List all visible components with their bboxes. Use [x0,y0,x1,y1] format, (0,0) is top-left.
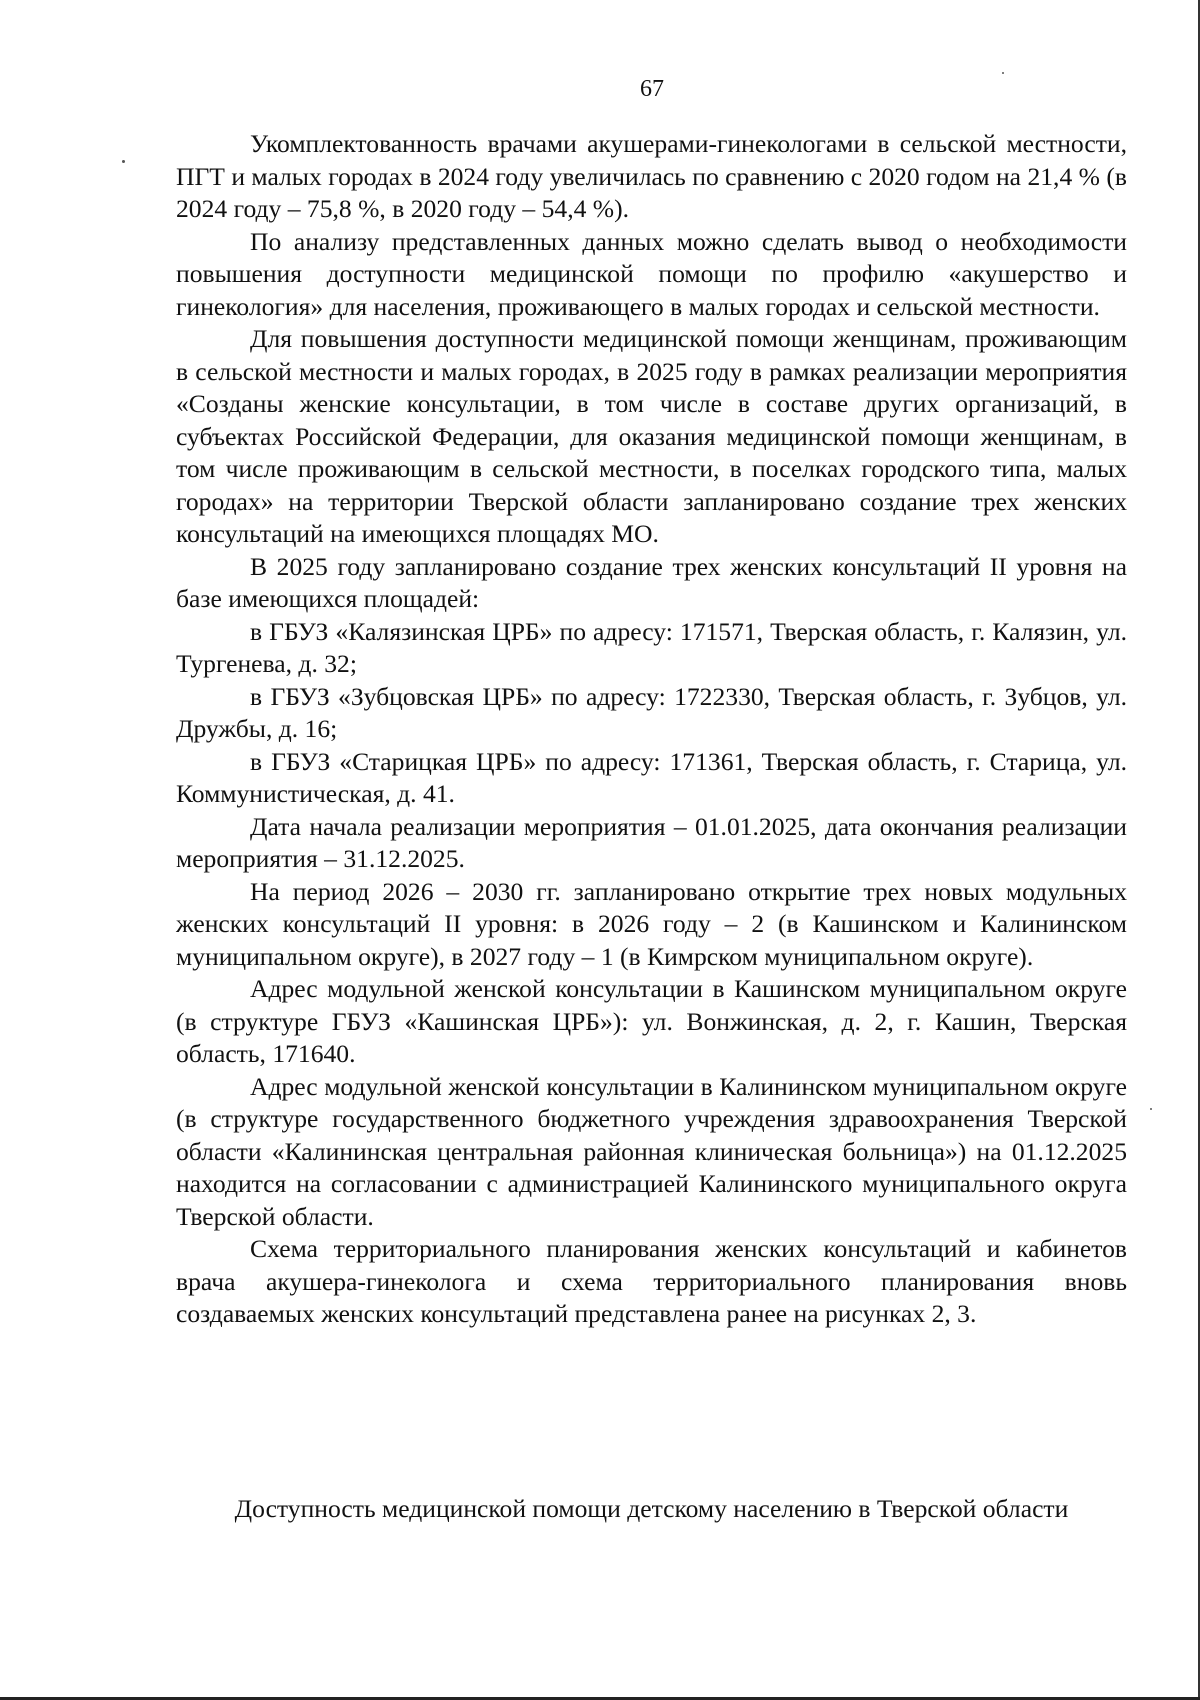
scan-speck [1150,1108,1152,1110]
paragraph-dates: Дата начала реализации мероприятия – 01.01.2025, дата окончания реализации мероприятия – 31.12.2025. [176,811,1127,873]
page-number: 67 [640,76,664,102]
paragraph-2025-consultations: В 2025 году запланировано создание трех женских консультаций II уровня на базе имеющихся площадей: [176,551,1127,613]
scan-speck [1002,72,1004,74]
scan-speck [122,160,125,163]
paragraph-address-zubtsov: в ГБУЗ «Зубцовская ЦРБ» по адресу: 1722330, Тверская область, г. Зубцов, ул. Дружбы, д. 16; [176,681,1127,743]
section-heading: Доступность медицинской помощи детскому населению в Тверской области [234,1494,1069,1523]
paragraph-address-staritsa: в ГБУЗ «Старицкая ЦРБ» по адресу: 171361, Тверская область, г. Старица, ул. Коммунистическая, д. 41. [176,746,1127,808]
paragraph-2025-plan: Для повышения доступности медицинской помощи женщинам, проживающим в сельской местности и малых городах, в 2025 году в рамках реализации мероприятия «Созданы женские консультации, в том числе в составе других организаций, в субъектах Российской Федерации, для оказания медицинской помощи женщинам, в том числе проживающим в сельской местности, в поселках городского типа, малых городах» на территории Тверской области запланировано создание трех женских консультаций на имеющихся площадях МО. [176,324,1127,548]
paragraph-analysis-conclusion: По анализу представленных данных можно сделать вывод о необходимости повышения доступности медицинской помощи по профилю «акушерство и гинекология» для населения, проживающего в малых городах и сельской местности. [176,226,1127,321]
paragraph-address-kalinin: Адрес модульной женской консультации в Калининском муниципальном округе (в структуре государственного бюджетного учреждения здравоохранения Тверской области «Калининская центральная районная клиническая больница») на 01.12.2025 находится на согласовании с администрацией Калининского муниципального округа Тверской области. [176,1071,1127,1231]
paragraph-address-kalyazin: в ГБУЗ «Калязинская ЦРБ» по адресу: 171571, Тверская область, г. Калязин, ул. Тургенева, д. 32; [176,616,1127,678]
paragraph-2026-2030-plan: На период 2026 – 2030 гг. запланировано открытие трех новых модульных женских консультаций II уровня: в 2026 году – 2 (в Кашинском и Калининском муниципальном округе), в 2027 году – 1 (в Кимрском муниципальном округе). [176,876,1127,971]
body-text [176,128,1127,1331]
paragraph-planning-scheme: Схема территориального планирования женских консультаций и кабинетов врача акушера-гинеколога и схема территориального планирования вновь создаваемых женских консультаций представлена ранее на рисунках 2, 3. [176,1234,1127,1328]
paragraph-staffing: Укомплектованность врачами акушерами-гинекологами в сельской местности, ПГТ и малых городах в 2024 году увеличилась по сравнению с 2020 годом на 21,4 % (в 2024 году – 75,8 %, в 2020 году – 54,4 %). [176,129,1127,223]
paragraph-address-kashin: Адрес модульной женской консультации в Кашинском муниципальном округе (в структуре ГБУЗ «Кашинская ЦРБ»): ул. Вонжинская, д. 2, г. Кашин, Тверская область, 171640. [176,974,1127,1068]
